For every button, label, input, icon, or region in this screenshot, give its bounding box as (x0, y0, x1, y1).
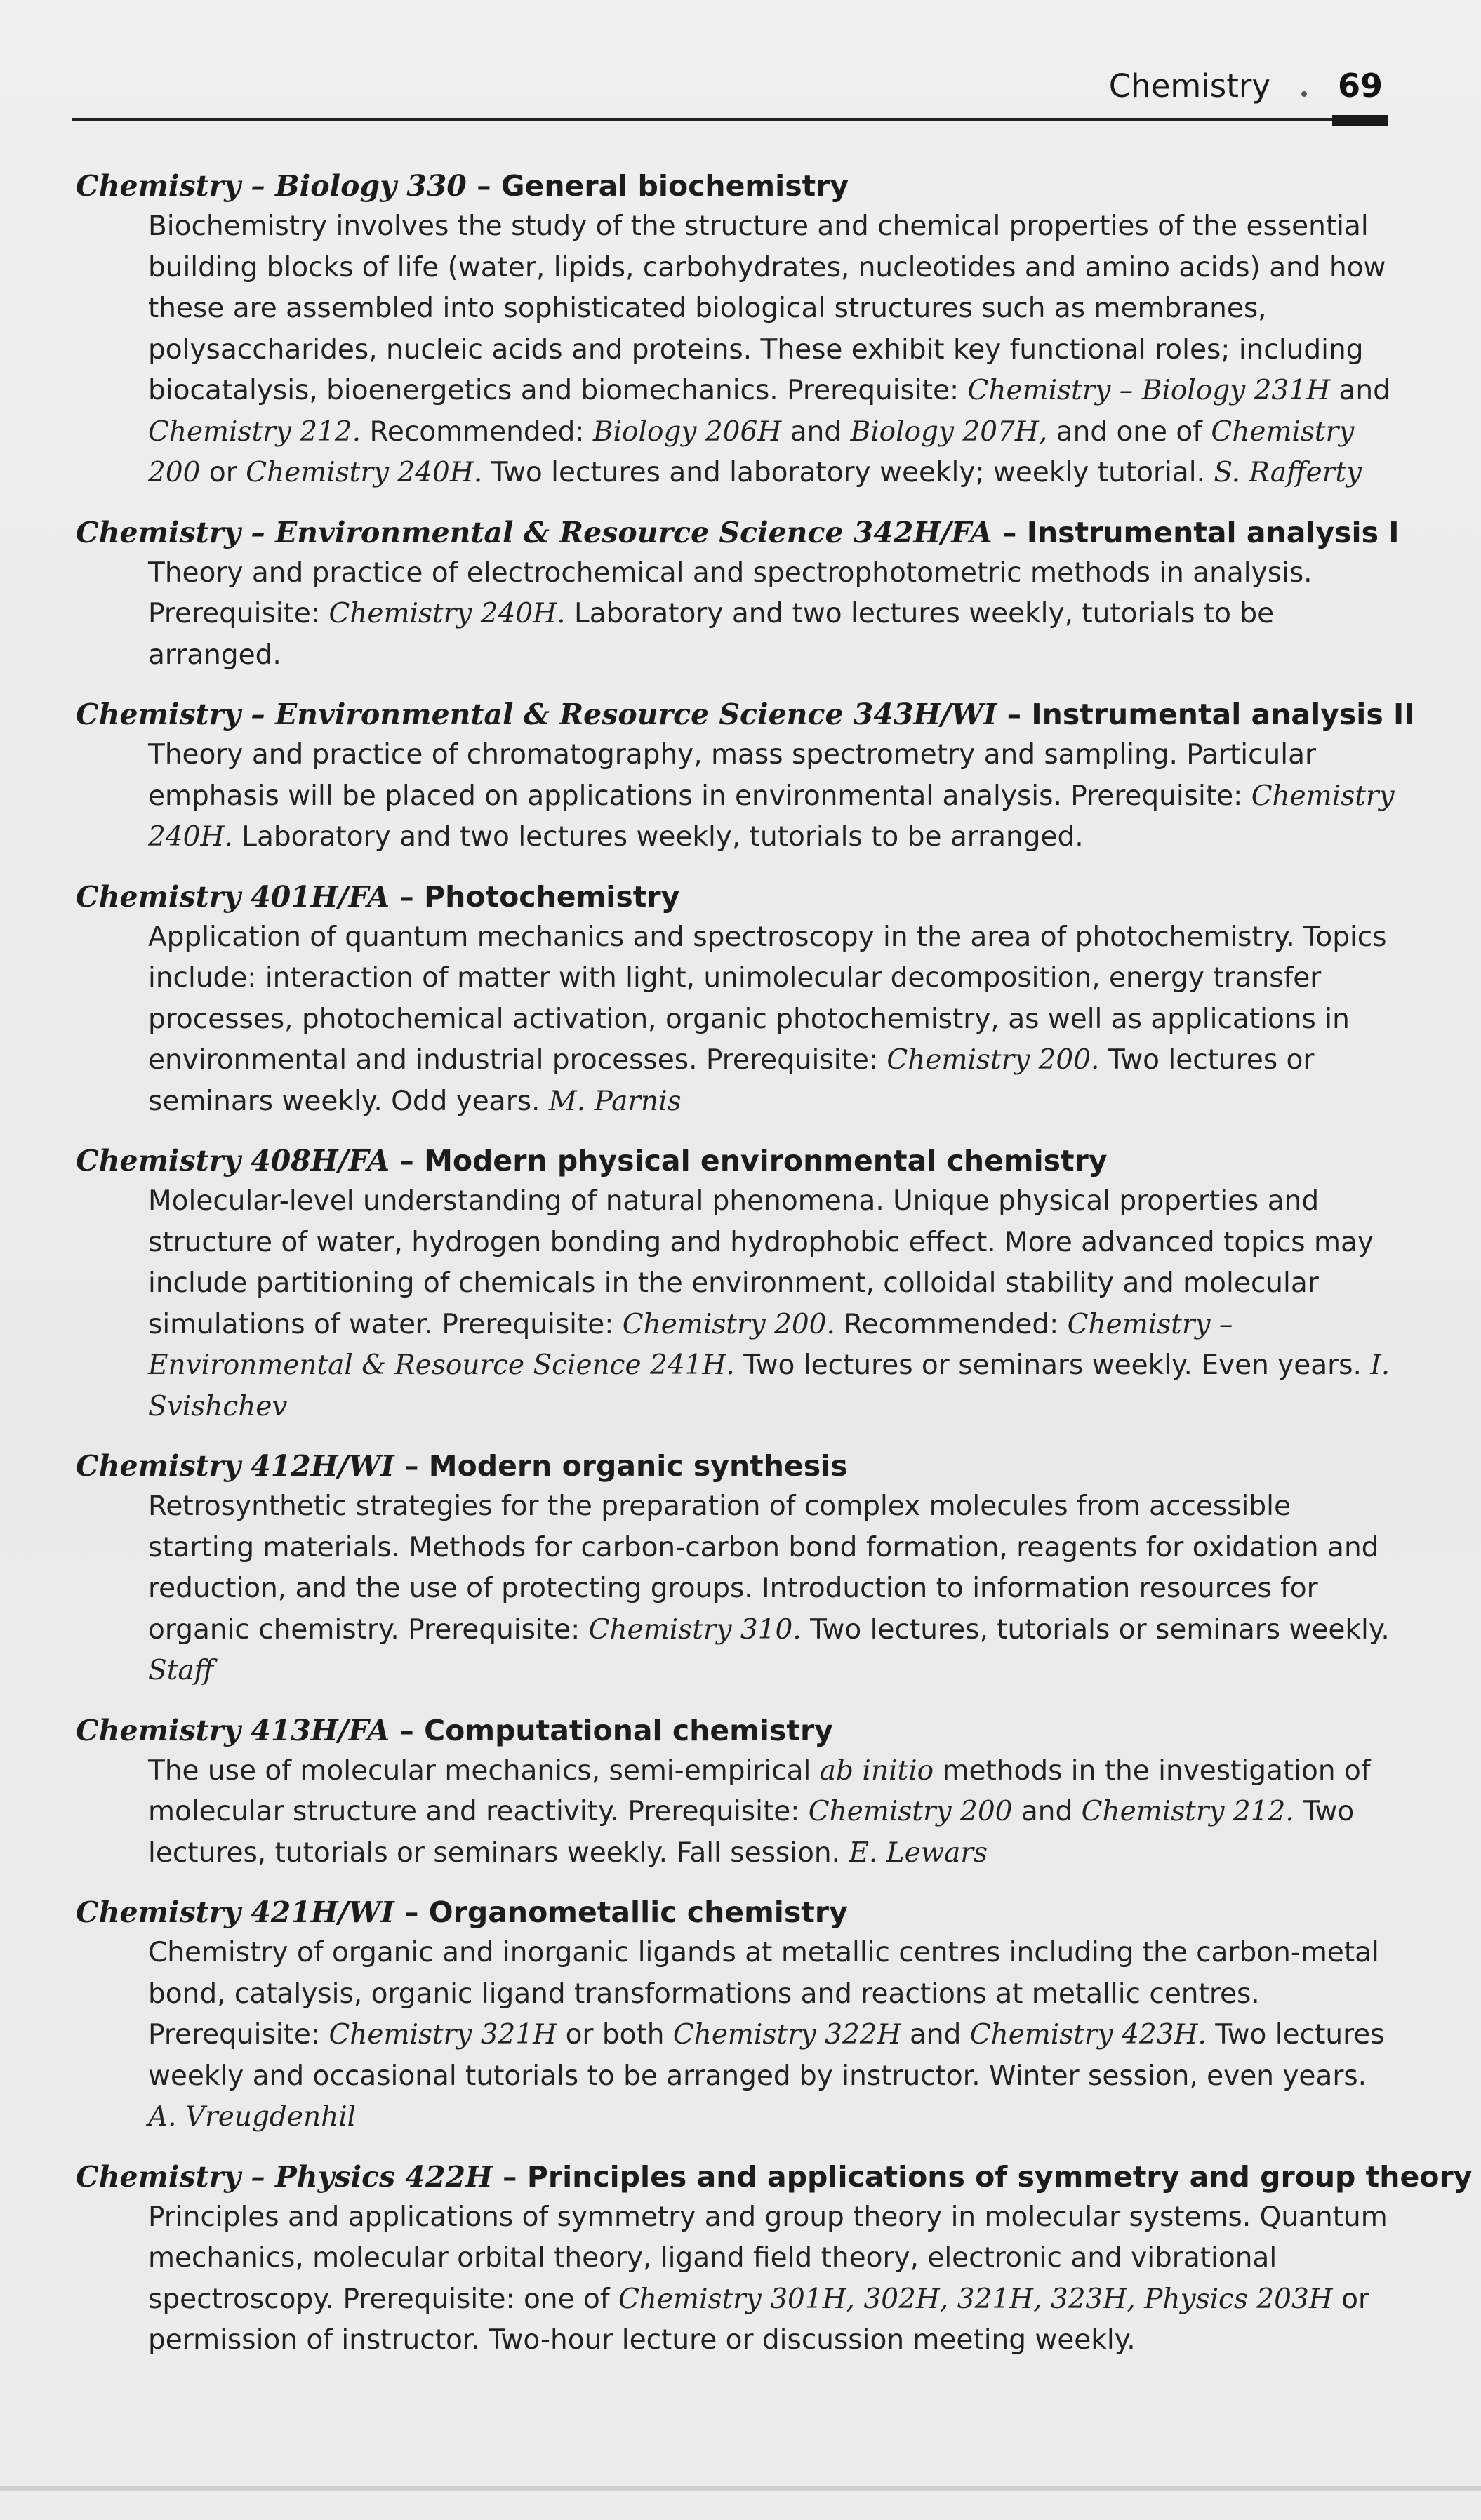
course-description (148, 735, 1395, 858)
description-text: Recommended: (835, 1308, 1068, 1340)
course-entry (76, 512, 1400, 676)
italic-reference: Chemistry 200 (808, 1796, 1013, 1827)
bottom-edge (0, 2486, 1481, 2491)
course-title: Modern physical environmental chemistry (424, 1144, 1108, 1178)
description-text: Biochemistry involves the study of the structure and chemical properties of the essential building blocks of life (water, lipids, carbohydrates, nucleotides and amino acids) and how these are assembled into sophisticated biological structures such as membranes, polysaccharides, nucleic acids and proteins. These exhibit key functional roles; including biocatalysis, bioenergetics and biomechanics. Prerequisite: (148, 211, 1386, 406)
italic-reference: Chemistry 200. (622, 1308, 835, 1340)
italic-reference: Biology 207H, (850, 415, 1048, 448)
italic-reference: Chemistry 212. (148, 415, 361, 448)
description-text: Laboratory and two lectures weekly, tutorials to be arranged. (232, 821, 1084, 853)
course-entry (76, 2156, 1473, 2361)
description-text: Application of quantum mechanics and spectroscopy in the area of photochemistry. Topics include: interaction of matter with light, unimolecular decomposition, energy transfer processes, photochemical activation, organic photochemistry, as well as applications in environmental and industrial processes. Prerequisite: (148, 921, 1387, 1076)
course-heading (76, 512, 1400, 553)
description-text: and (1330, 375, 1390, 406)
heading-separator: – (992, 515, 1027, 549)
course-code: Chemistry – Environmental & Resource Science 343H/WI (76, 698, 997, 731)
course-description (148, 917, 1395, 1123)
header-section-name: Chemistry (1108, 67, 1270, 105)
heading-separator: – (394, 1895, 429, 1929)
description-text: or both (557, 2019, 673, 2051)
heading-separator: – (492, 2159, 527, 2194)
italic-reference: Chemistry 240H. (148, 780, 1395, 853)
course-heading (76, 166, 1395, 206)
heading-separator: – (390, 1713, 425, 1747)
italic-reference: Chemistry 423H. (969, 2019, 1207, 2051)
course-entry (76, 694, 1415, 858)
course-code: Chemistry – Environmental & Resource Science 342H/FA (76, 515, 992, 549)
description-text: Principles and applications of symmetry and group theory in molecular systems. Quantum mechanics, molecular orbital theory, ligand field theory, electronic and vibrational spectroscopy. Prerequisite: one of (148, 2201, 1388, 2315)
description-text: or (200, 457, 246, 488)
course-description (148, 1933, 1395, 2138)
description-text: or permission of instructor. Two-hour lecture or discussion meeting weekly. (148, 2283, 1370, 2356)
course-heading (76, 1140, 1395, 1181)
description-text: and (1012, 1796, 1082, 1827)
course-heading (76, 2156, 1473, 2197)
course-title: Modern organic synthesis (428, 1449, 848, 1483)
description-text: and (901, 2019, 970, 2051)
course-title: Computational chemistry (424, 1713, 833, 1747)
course-code: Chemistry 408H/FA (76, 1144, 390, 1178)
italic-reference: Biology 206H (592, 415, 782, 448)
running-header (1109, 67, 1383, 105)
description-text: methods in the investigation of molecular structure and reactivity. Prerequisite: (148, 1754, 1371, 1827)
italic-reference: Chemistry 212. (1081, 1796, 1294, 1827)
course-entry (76, 1140, 1395, 1427)
course-title: Photochemistry (424, 879, 680, 914)
course-title: Principles and applications of symmetry and group theory (526, 2159, 1473, 2194)
course-description (148, 553, 1395, 676)
italic-reference: S. Rafferty (1214, 457, 1362, 488)
course-entry (76, 1446, 1395, 1692)
course-heading (76, 876, 1395, 917)
italic-reference: Chemistry 200. (886, 1044, 1100, 1076)
description-text: and one of (1047, 415, 1211, 448)
description-text: Two lectures or seminars weekly. Odd years. (148, 1044, 1315, 1117)
course-heading (76, 1710, 1395, 1751)
course-code: Chemistry – Physics 422H (76, 2159, 493, 2194)
course-list (76, 166, 1473, 2380)
italic-reference: Chemistry 310. (588, 1613, 802, 1646)
course-code: Chemistry – Biology 330 (76, 169, 467, 203)
course-description (148, 1486, 1395, 1692)
bullet-dot-icon (1301, 91, 1307, 97)
heading-separator: – (394, 1449, 429, 1483)
course-heading (76, 1446, 1395, 1486)
course-code: Chemistry 421H/WI (76, 1895, 394, 1929)
course-code: Chemistry 413H/FA (76, 1713, 390, 1747)
course-entry (76, 166, 1395, 494)
heading-separator: – (390, 879, 425, 914)
description-text: Two lectures or seminars weekly. Even years. (734, 1349, 1371, 1381)
heading-separator: – (466, 169, 501, 203)
course-code: Chemistry 412H/WI (76, 1449, 394, 1483)
description-text: Laboratory and two lectures weekly, tutorials to be arranged. (148, 598, 1275, 671)
italic-reference: Chemistry 301H, 302H, 321H, 323H, Physics 203H (618, 2283, 1333, 2315)
italic-reference: Chemistry 240H. (246, 457, 483, 488)
italic-reference: Chemistry 200 (148, 415, 1355, 488)
description-text: Retrosynthetic strategies for the preparation of complex molecules from accessible starting materials. Methods for carbon-carbon bond formation, reagents for oxidation and reduction, and the use of protecting groups. Introduction to information resources for organic chemistry. Prerequisite: (148, 1491, 1379, 1646)
description-text: Two lectures and laboratory weekly; weekly tutorial. (482, 457, 1214, 488)
description-text: Recommended: (361, 415, 593, 448)
description-text: Two lectures weekly and occasional tutorials to be arranged by instructor. Winter session, even years. (148, 2019, 1385, 2092)
description-text: The use of molecular mechanics, semi-empirical (148, 1754, 820, 1787)
course-description (148, 1181, 1395, 1427)
heading-separator: – (997, 698, 1032, 731)
course-title: Organometallic chemistry (428, 1895, 848, 1929)
description-text: Two lectures, tutorials or seminars weekly. Fall session. (148, 1796, 1355, 1869)
course-description (148, 1751, 1395, 1874)
course-entry (76, 1892, 1395, 2138)
course-entry (76, 876, 1395, 1123)
italic-reference: Staff (148, 1655, 214, 1686)
heading-separator: – (390, 1144, 425, 1178)
italic-reference: A. Vreugdenhil (148, 2101, 357, 2133)
italic-reference: M. Parnis (548, 1085, 682, 1117)
description-text: and (781, 415, 851, 448)
italic-reference: I. Svishchev (148, 1349, 1390, 1422)
italic-reference: ab initio (819, 1754, 934, 1787)
page-number: 69 (1337, 67, 1383, 105)
description-text: Chemistry of organic and inorganic ligands at metallic centres including the carbon-metal bond, catalysis, organic ligand transformations and reactions at metallic centres. Prerequisite: (148, 1937, 1379, 2051)
description-text: Two lectures, tutorials or seminars weekly. (801, 1613, 1390, 1646)
course-code: Chemistry 401H/FA (76, 879, 390, 914)
italic-reference: Chemistry 322H (672, 2019, 901, 2051)
course-title: General biochemistry (500, 169, 849, 203)
description-text: Theory and practice of chromatography, mass spectrometry and sampling. Particular emphasis will be placed on applications in environmental analysis. Prerequisite: (148, 739, 1317, 812)
italic-reference: Chemistry – Environmental & Resource Science 241H. (148, 1308, 1233, 1381)
course-heading (76, 694, 1415, 735)
header-rule (72, 118, 1388, 121)
course-heading (76, 1892, 1395, 1933)
course-title: Instrumental analysis I (1026, 515, 1400, 549)
header-rule-tab (1332, 115, 1388, 126)
italic-reference: Chemistry 321H (328, 2019, 557, 2051)
course-description (148, 206, 1395, 494)
description-text: Molecular-level understanding of natural phenomena. Unique physical properties and structure of water, hydrogen bonding and hydrophobic effect. More advanced topics may include partitioning of chemicals in the environment, colloidal stability and molecular simulations of water. Prerequisite: (148, 1185, 1374, 1340)
italic-reference: Chemistry 240H. (328, 598, 566, 629)
description-text: Theory and practice of electrochemical and spectrophotometric methods in analysis. Prerequisite: (148, 556, 1313, 629)
course-description (148, 2197, 1395, 2361)
italic-reference: Chemistry – Biology 231H (967, 375, 1331, 406)
course-title: Instrumental analysis II (1031, 698, 1415, 731)
course-entry (76, 1710, 1395, 1874)
italic-reference: E. Lewars (849, 1836, 988, 1869)
